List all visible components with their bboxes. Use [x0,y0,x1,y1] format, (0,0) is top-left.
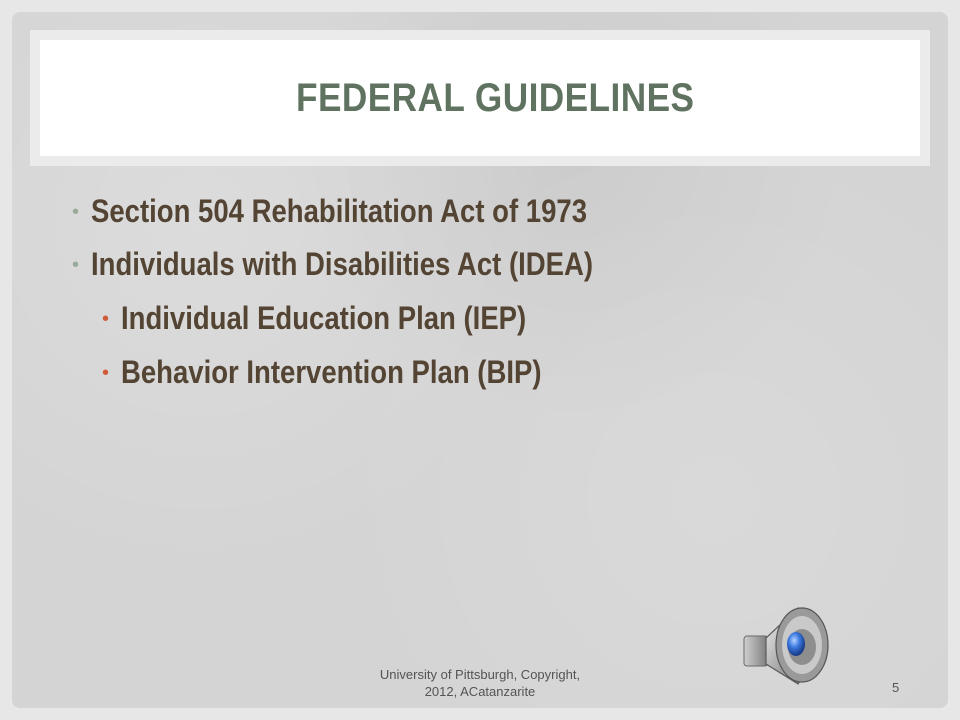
footer-text [352,666,608,700]
speaker-icon[interactable] [740,600,840,690]
bullet-item [72,193,668,230]
bullet-text: Individuals with Disabilities Act (IDEA) [91,246,594,282]
slide-title: FEDERAL GUIDELINES [296,75,695,120]
slide [12,12,948,708]
sub-bullet-text: Behavior Intervention Plan (BIP) [121,354,542,390]
bullet-text: Section 504 Rehabilitation Act of 1973 [91,193,588,229]
sub-bullet-marker: • [102,307,110,330]
footer-line-2: 2012, ACatanzarite [424,684,536,699]
slide-number: 5 [892,680,900,695]
bullet-item [72,246,675,283]
bullet-marker: • [72,200,80,223]
footer-line-1: University of Pittsburgh, Copyright, [379,667,581,682]
bullet-marker: • [72,253,80,276]
sub-bullet-item [102,354,610,391]
sub-bullet-text: Individual Education Plan (IEP) [121,300,527,336]
sub-bullet-marker: • [102,361,110,384]
sub-bullet-item [102,300,592,337]
